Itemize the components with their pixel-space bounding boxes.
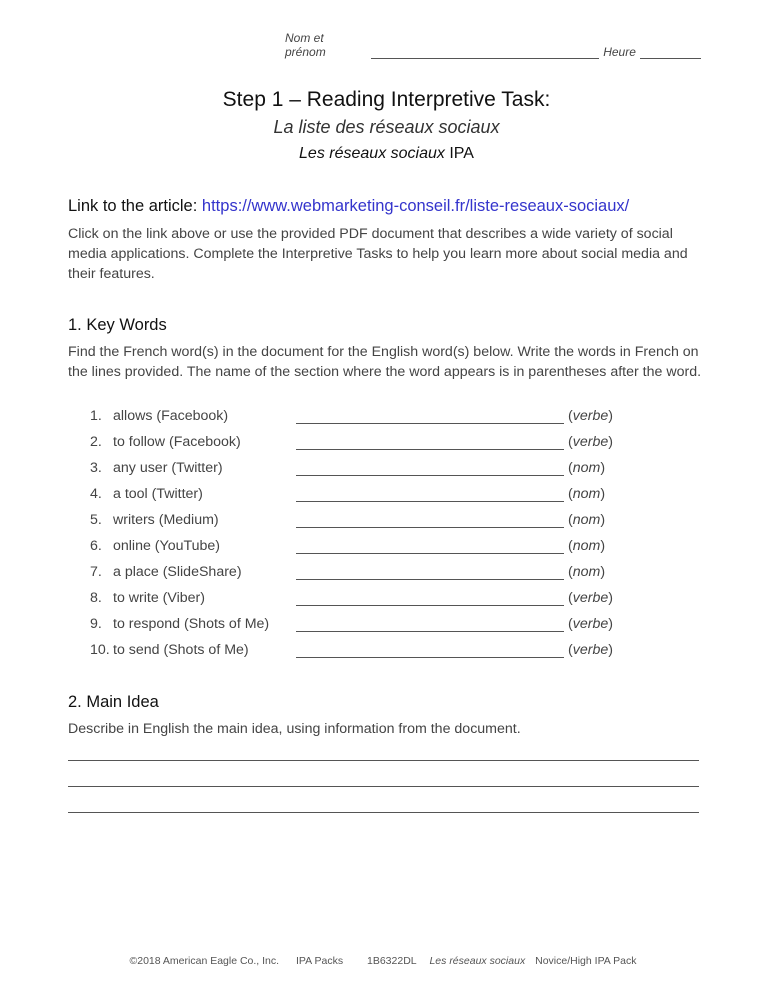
page-title: Step 1 – Reading Interpretive Task: xyxy=(222,88,551,111)
answer-blank[interactable] xyxy=(296,579,564,580)
article-link[interactable]: https://www.webmarketing-conseil.fr/liste-reseaux-sociaux/ xyxy=(201,197,630,215)
item-number: 8. xyxy=(90,590,102,606)
footer-copyright: ©2018 American Eagle Co., Inc. xyxy=(129,955,280,967)
word-type: (verbe) xyxy=(568,642,613,658)
english-word: to write (Viber) xyxy=(113,590,205,606)
footer-product-rest: Novice/High IPA Pack xyxy=(535,955,637,967)
main-idea-answer-line[interactable] xyxy=(68,812,699,813)
footer-product-italic: Les réseaux sociaux xyxy=(429,955,526,967)
word-type: (nom) xyxy=(568,486,606,502)
name-field[interactable] xyxy=(371,46,600,59)
answer-blank[interactable] xyxy=(296,423,564,424)
item-number: 1. xyxy=(90,408,102,424)
english-word: any user (Twitter) xyxy=(113,460,223,476)
word-type: (verbe) xyxy=(568,616,613,632)
answer-blank[interactable] xyxy=(296,475,564,476)
answer-blank[interactable] xyxy=(296,631,564,632)
item-number: 3. xyxy=(90,460,102,476)
item-number: 2. xyxy=(90,434,102,450)
page-footer xyxy=(0,955,773,967)
main-idea-answer-line[interactable] xyxy=(68,786,699,787)
main-idea-answer-line[interactable] xyxy=(68,760,699,761)
key-word-item xyxy=(90,408,630,428)
main-idea-heading: 2. Main Idea xyxy=(68,693,159,711)
ipa-subtitle-italic: Les réseaux sociaux xyxy=(299,145,445,162)
footer-code: 1B6322DL xyxy=(367,955,417,967)
answer-blank[interactable] xyxy=(296,527,564,528)
key-words-instructions: Find the French word(s) in the document for the English word(s) below. Write the words in French on the lines provided. The name of the section where the word appears is in parentheses after the word. xyxy=(68,344,702,380)
article-link-label: Link to the article: xyxy=(68,197,198,215)
ipa-subtitle-plain: IPA xyxy=(449,145,474,162)
ipa-subtitle xyxy=(0,145,773,163)
intro-paragraph: Click on the link above or use the provided PDF document that describes a wide variety of social media applications. Complete the Interpretive Tasks to help you learn more about social media and their features. xyxy=(68,226,688,282)
hour-field[interactable] xyxy=(640,46,701,59)
word-type: (verbe) xyxy=(568,590,613,606)
page-subtitle: La liste des réseaux sociaux xyxy=(273,117,500,137)
answer-blank[interactable] xyxy=(296,501,564,502)
word-type: (nom) xyxy=(568,460,606,476)
key-word-item xyxy=(90,564,630,584)
english-word: to follow (Facebook) xyxy=(113,434,241,450)
name-hour-row xyxy=(285,31,705,59)
main-idea-instructions: Describe in English the main idea, using information from the document. xyxy=(68,721,521,737)
key-word-item xyxy=(90,460,630,480)
word-type: (nom) xyxy=(568,564,606,580)
hour-label: Heure xyxy=(603,45,636,59)
answer-blank[interactable] xyxy=(296,657,564,658)
item-number: 6. xyxy=(90,538,102,554)
key-word-item xyxy=(90,512,630,532)
word-type: (verbe) xyxy=(568,434,613,450)
word-type: (verbe) xyxy=(568,408,613,424)
answer-blank[interactable] xyxy=(296,553,564,554)
item-number: 4. xyxy=(90,486,102,502)
key-word-item xyxy=(90,486,630,506)
footer-product xyxy=(360,955,643,967)
item-number: 5. xyxy=(90,512,102,528)
footer-series: IPA Packs xyxy=(296,955,344,967)
key-word-item xyxy=(90,616,630,636)
key-word-item xyxy=(90,642,630,662)
answer-blank[interactable] xyxy=(296,449,564,450)
english-word: to send (Shots of Me) xyxy=(113,642,249,658)
english-word: allows (Facebook) xyxy=(113,408,229,424)
answer-blank[interactable] xyxy=(296,605,564,606)
article-link-row xyxy=(68,197,629,216)
english-word: a place (SlideShare) xyxy=(113,564,242,580)
english-word: online (YouTube) xyxy=(113,538,221,554)
english-word: writers (Medium) xyxy=(113,512,219,528)
key-word-item xyxy=(90,590,630,610)
english-word: to respond (Shots of Me) xyxy=(113,616,270,632)
item-number: 9. xyxy=(90,616,102,632)
key-word-item xyxy=(90,434,630,454)
english-word: a tool (Twitter) xyxy=(113,486,203,502)
item-number: 10. xyxy=(90,642,110,658)
word-type: (nom) xyxy=(568,512,606,528)
word-type: (nom) xyxy=(568,538,606,554)
name-label: Nom et prénom xyxy=(285,31,326,59)
key-words-heading: 1. Key Words xyxy=(68,316,167,334)
key-word-item xyxy=(90,538,630,558)
item-number: 7. xyxy=(90,564,102,580)
